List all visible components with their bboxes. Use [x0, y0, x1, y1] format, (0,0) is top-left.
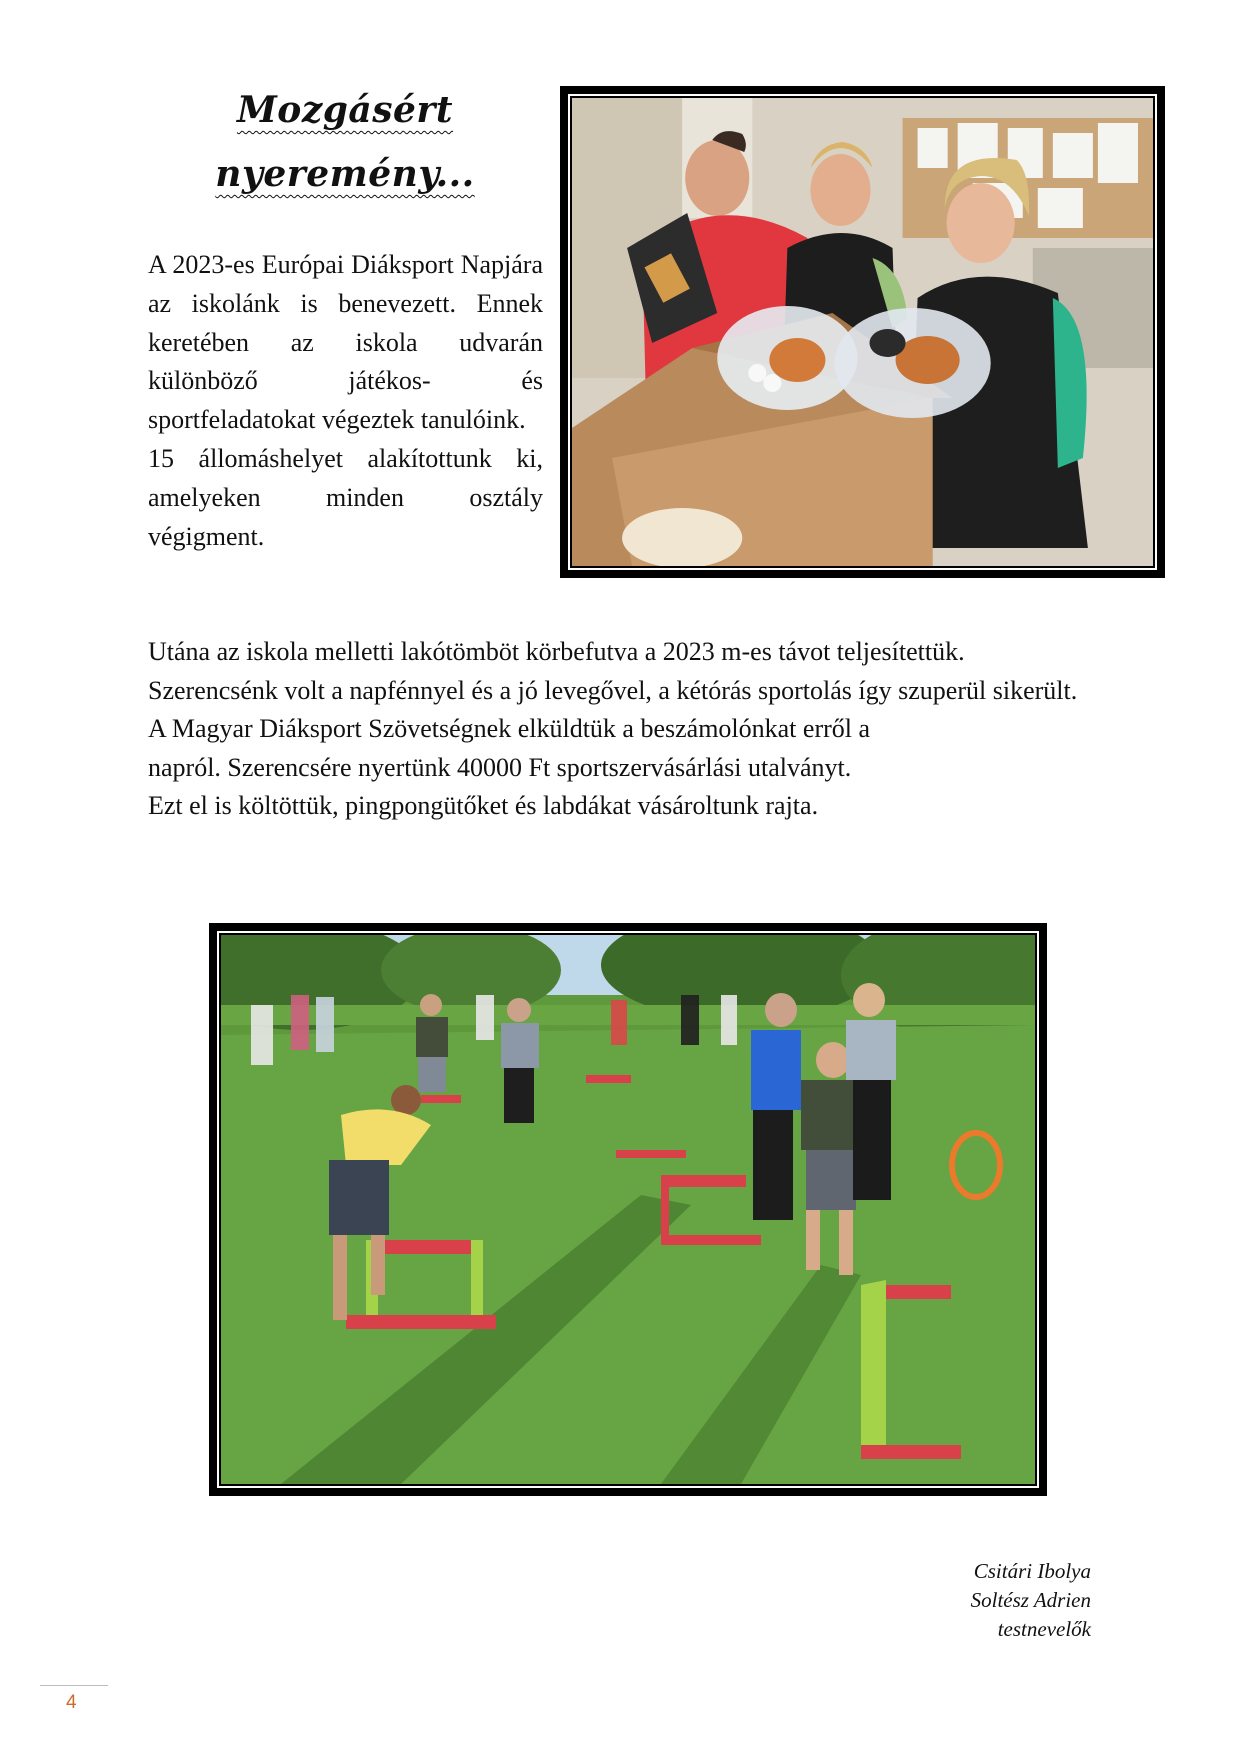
signature [971, 1557, 1091, 1644]
photo-frame-prize [560, 86, 1165, 578]
body-line-4: napról. Szerencsére nyertünk 40000 Ft sportszervásárlási utalványt. [148, 752, 852, 782]
photo-teachers-with-prize [572, 98, 1153, 566]
body-line-2: Szerencsénk volt a napfénnyel és a jó levegővel, a kétórás sportolás így szuperül sikerült. [148, 675, 1078, 705]
author-name-2: Soltész Adrien [970, 1588, 1091, 1612]
body-text [148, 633, 1128, 826]
body-line-3: A Magyar Diáksport Szövetségnek elküldtük a beszámolónkat erről a [148, 714, 871, 743]
author-name-1: Csitári Ibolya [973, 1559, 1091, 1583]
footer-divider [40, 1685, 108, 1686]
photo-children-hurdles [221, 935, 1035, 1484]
photo-frame-field [209, 923, 1047, 1496]
intro-text [148, 246, 543, 556]
body-line-1: Utána az iskola melletti lakótömböt körbefutva a 2023 m-es távot teljesítettük. [148, 637, 965, 666]
body-line-5: Ezt el is költöttük, pingpongütőket és labdákat vásároltunk rajta. [148, 791, 819, 820]
author-role: testnevelők [997, 1617, 1091, 1641]
title-line-1: Mozgásért [236, 89, 454, 131]
intro-paragraph-1: A 2023-es Európai Diáksport Napjára az iskolánk is benevezett. Ennek keretében az iskola udvarán különböző játékos- és sportfeladatokat végeztek tanulóink. [148, 250, 543, 435]
intro-paragraph-2: 15 állomáshelyet alakítottunk ki, amelyeken minden osztály végigment. [148, 443, 543, 551]
page-title [200, 78, 490, 206]
page-number: 4 [66, 1692, 77, 1713]
title-line-2: nyeremény... [215, 153, 475, 195]
